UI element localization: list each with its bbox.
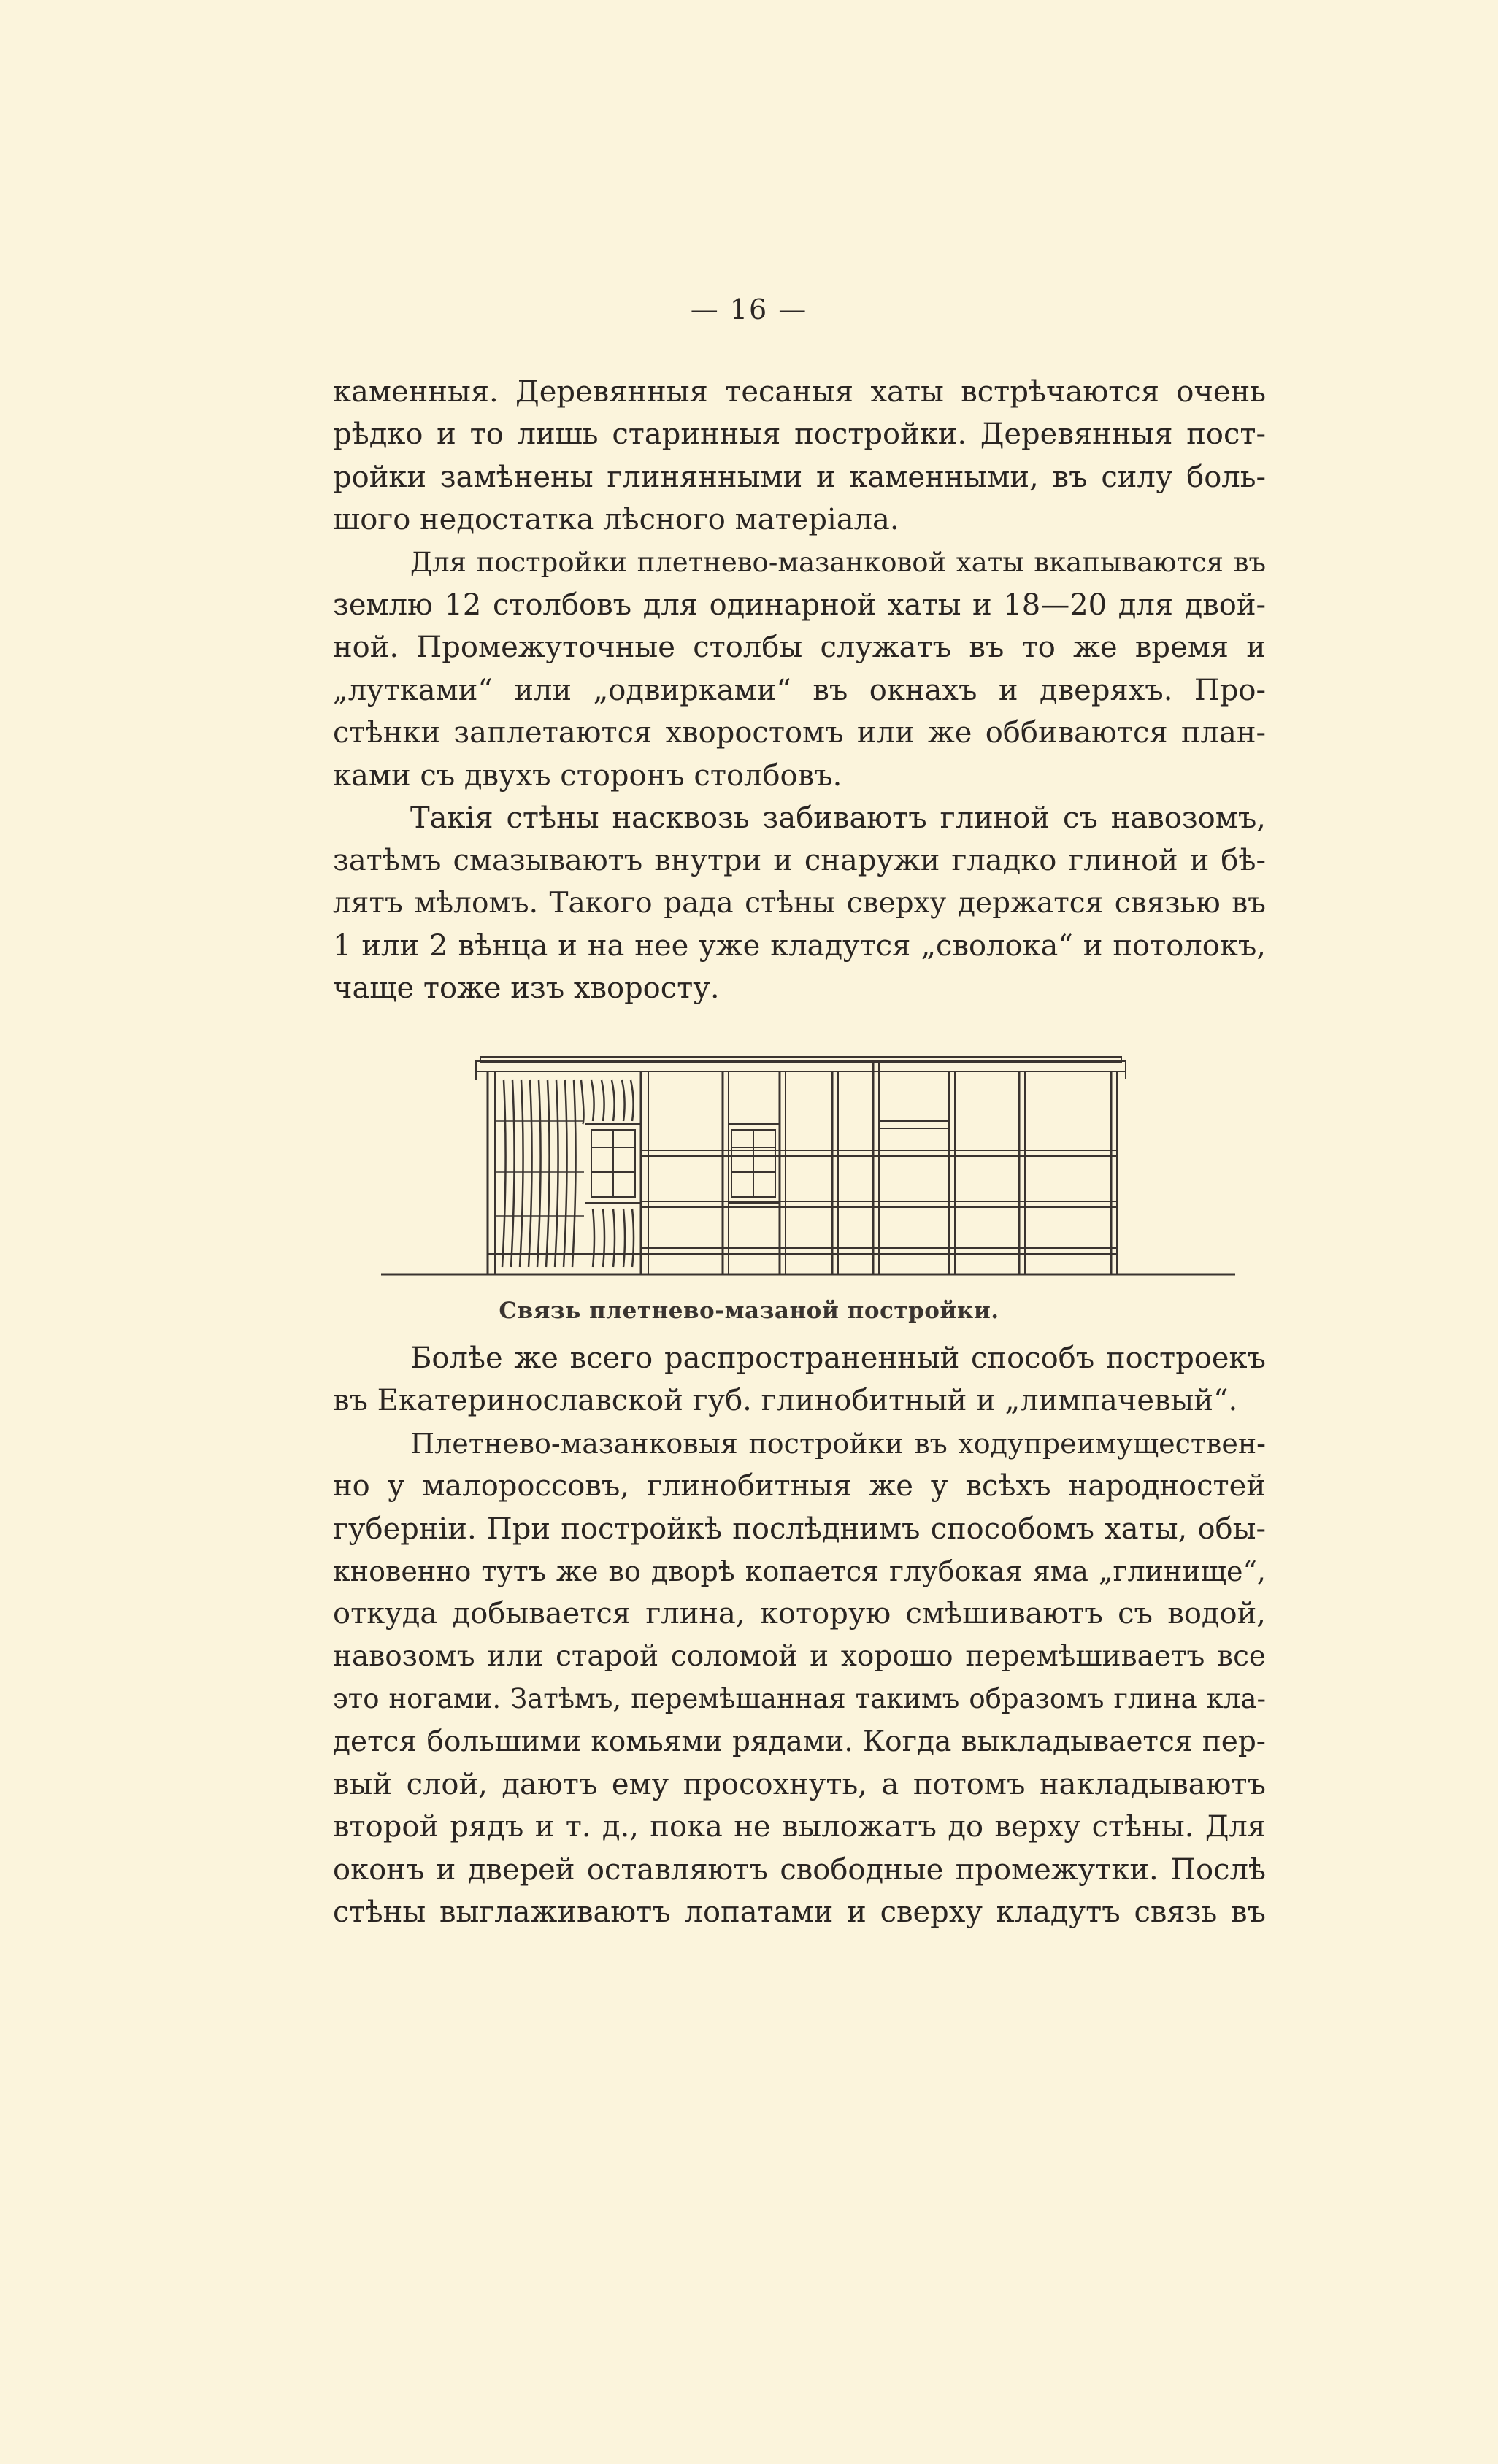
text-line: дется большими комьями рядами. Когда выкладывается пер- (333, 1725, 1266, 1758)
text-line: ройки замѣнены глинянными и каменными, въ силу боль- (333, 460, 1266, 494)
text-line: въ Екатеринославской губ. глинобитный и „лимпачевый“. (333, 1384, 1238, 1418)
text-block-bottom (333, 1337, 1266, 1933)
text-line: стѣны выглаживаютъ лопатами и сверху кладутъ связь въ (333, 1895, 1266, 1930)
text-line: стѣнки заплетаются хворостомъ или же оббиваются план- (333, 716, 1266, 750)
text-line: губерніи. При постройкѣ послѣднимъ способомъ хаты, обы- (333, 1512, 1266, 1546)
text-line: откуда добывается глина, которую смѣшиваютъ съ водой, (333, 1597, 1266, 1631)
text-line: рѣдко и то лишь старинныя постройки. Деревянныя пост- (333, 417, 1266, 452)
text-line: Такія стѣны насквозь забиваютъ глиной съ навозомъ, (410, 801, 1266, 835)
text-line: 1 или 2 вѣнца и на нее уже кладутся „сволока“ и потолокъ, (333, 929, 1266, 963)
text-line: чаще тоже изъ хворосту. (333, 971, 720, 1006)
page-number: — 16 — (690, 293, 808, 326)
text-line: Болѣе же всего распространенный способъ построекъ (410, 1341, 1266, 1375)
text-line: затѣмъ смазываютъ внутри и снаружи гладко глиной и бѣ- (333, 844, 1266, 878)
figure-caption: Связь плетнево-мазаной постройки. (499, 1298, 999, 1324)
text-line: второй рядъ и т. д., пока не выложатъ до верху стѣны. Для (333, 1810, 1266, 1844)
text-line: навозомъ или старой соломой и хорошо перемѣшиваетъ все (333, 1639, 1266, 1673)
text-line: землю 12 столбовъ для одинарной хаты и 18—20 для двой- (333, 588, 1266, 622)
construction-illustration (380, 1055, 1237, 1278)
text-line: но у малороссовъ, глинобитныя же у всѣхъ народностей (333, 1469, 1266, 1504)
text-line: вый слой, даютъ ему просохнуть, а потомъ накладываютъ (333, 1767, 1266, 1801)
text-line: шого недостатка лѣсного матеріала. (333, 503, 899, 537)
text-line: „лутками“ или „одвирками“ въ окнахъ и дверяхъ. Про- (333, 673, 1266, 707)
text-line: ной. Промежуточные столбы служатъ въ то же время и (333, 631, 1266, 665)
text-line: это ногами. Затѣмъ, перемѣшанная такимъ образомъ глина кла- (333, 1683, 1266, 1715)
wall-frame-drawing (380, 1055, 1237, 1278)
text-line: каменныя. Деревянныя тесаныя хаты встрѣчаются очень (333, 375, 1266, 409)
text-line: оконъ и дверей оставляютъ свободные промежутки. Послѣ (333, 1852, 1266, 1887)
text-line: Для постройки плетнево-мазанковой хаты вкапываются въ (410, 546, 1266, 578)
text-line: кновенно тутъ же во дворѣ копается глубокая яма „глинище“, (333, 1555, 1266, 1587)
text-line: лятъ мѣломъ. Такого рада стѣны сверху держатся связью въ (333, 886, 1266, 920)
text-line: ками съ двухъ сторонъ столбовъ. (333, 758, 842, 793)
text-block-top (333, 371, 1266, 1010)
text-line: Плетнево-мазанковыя постройки въ ходупреимуществен- (410, 1427, 1266, 1460)
